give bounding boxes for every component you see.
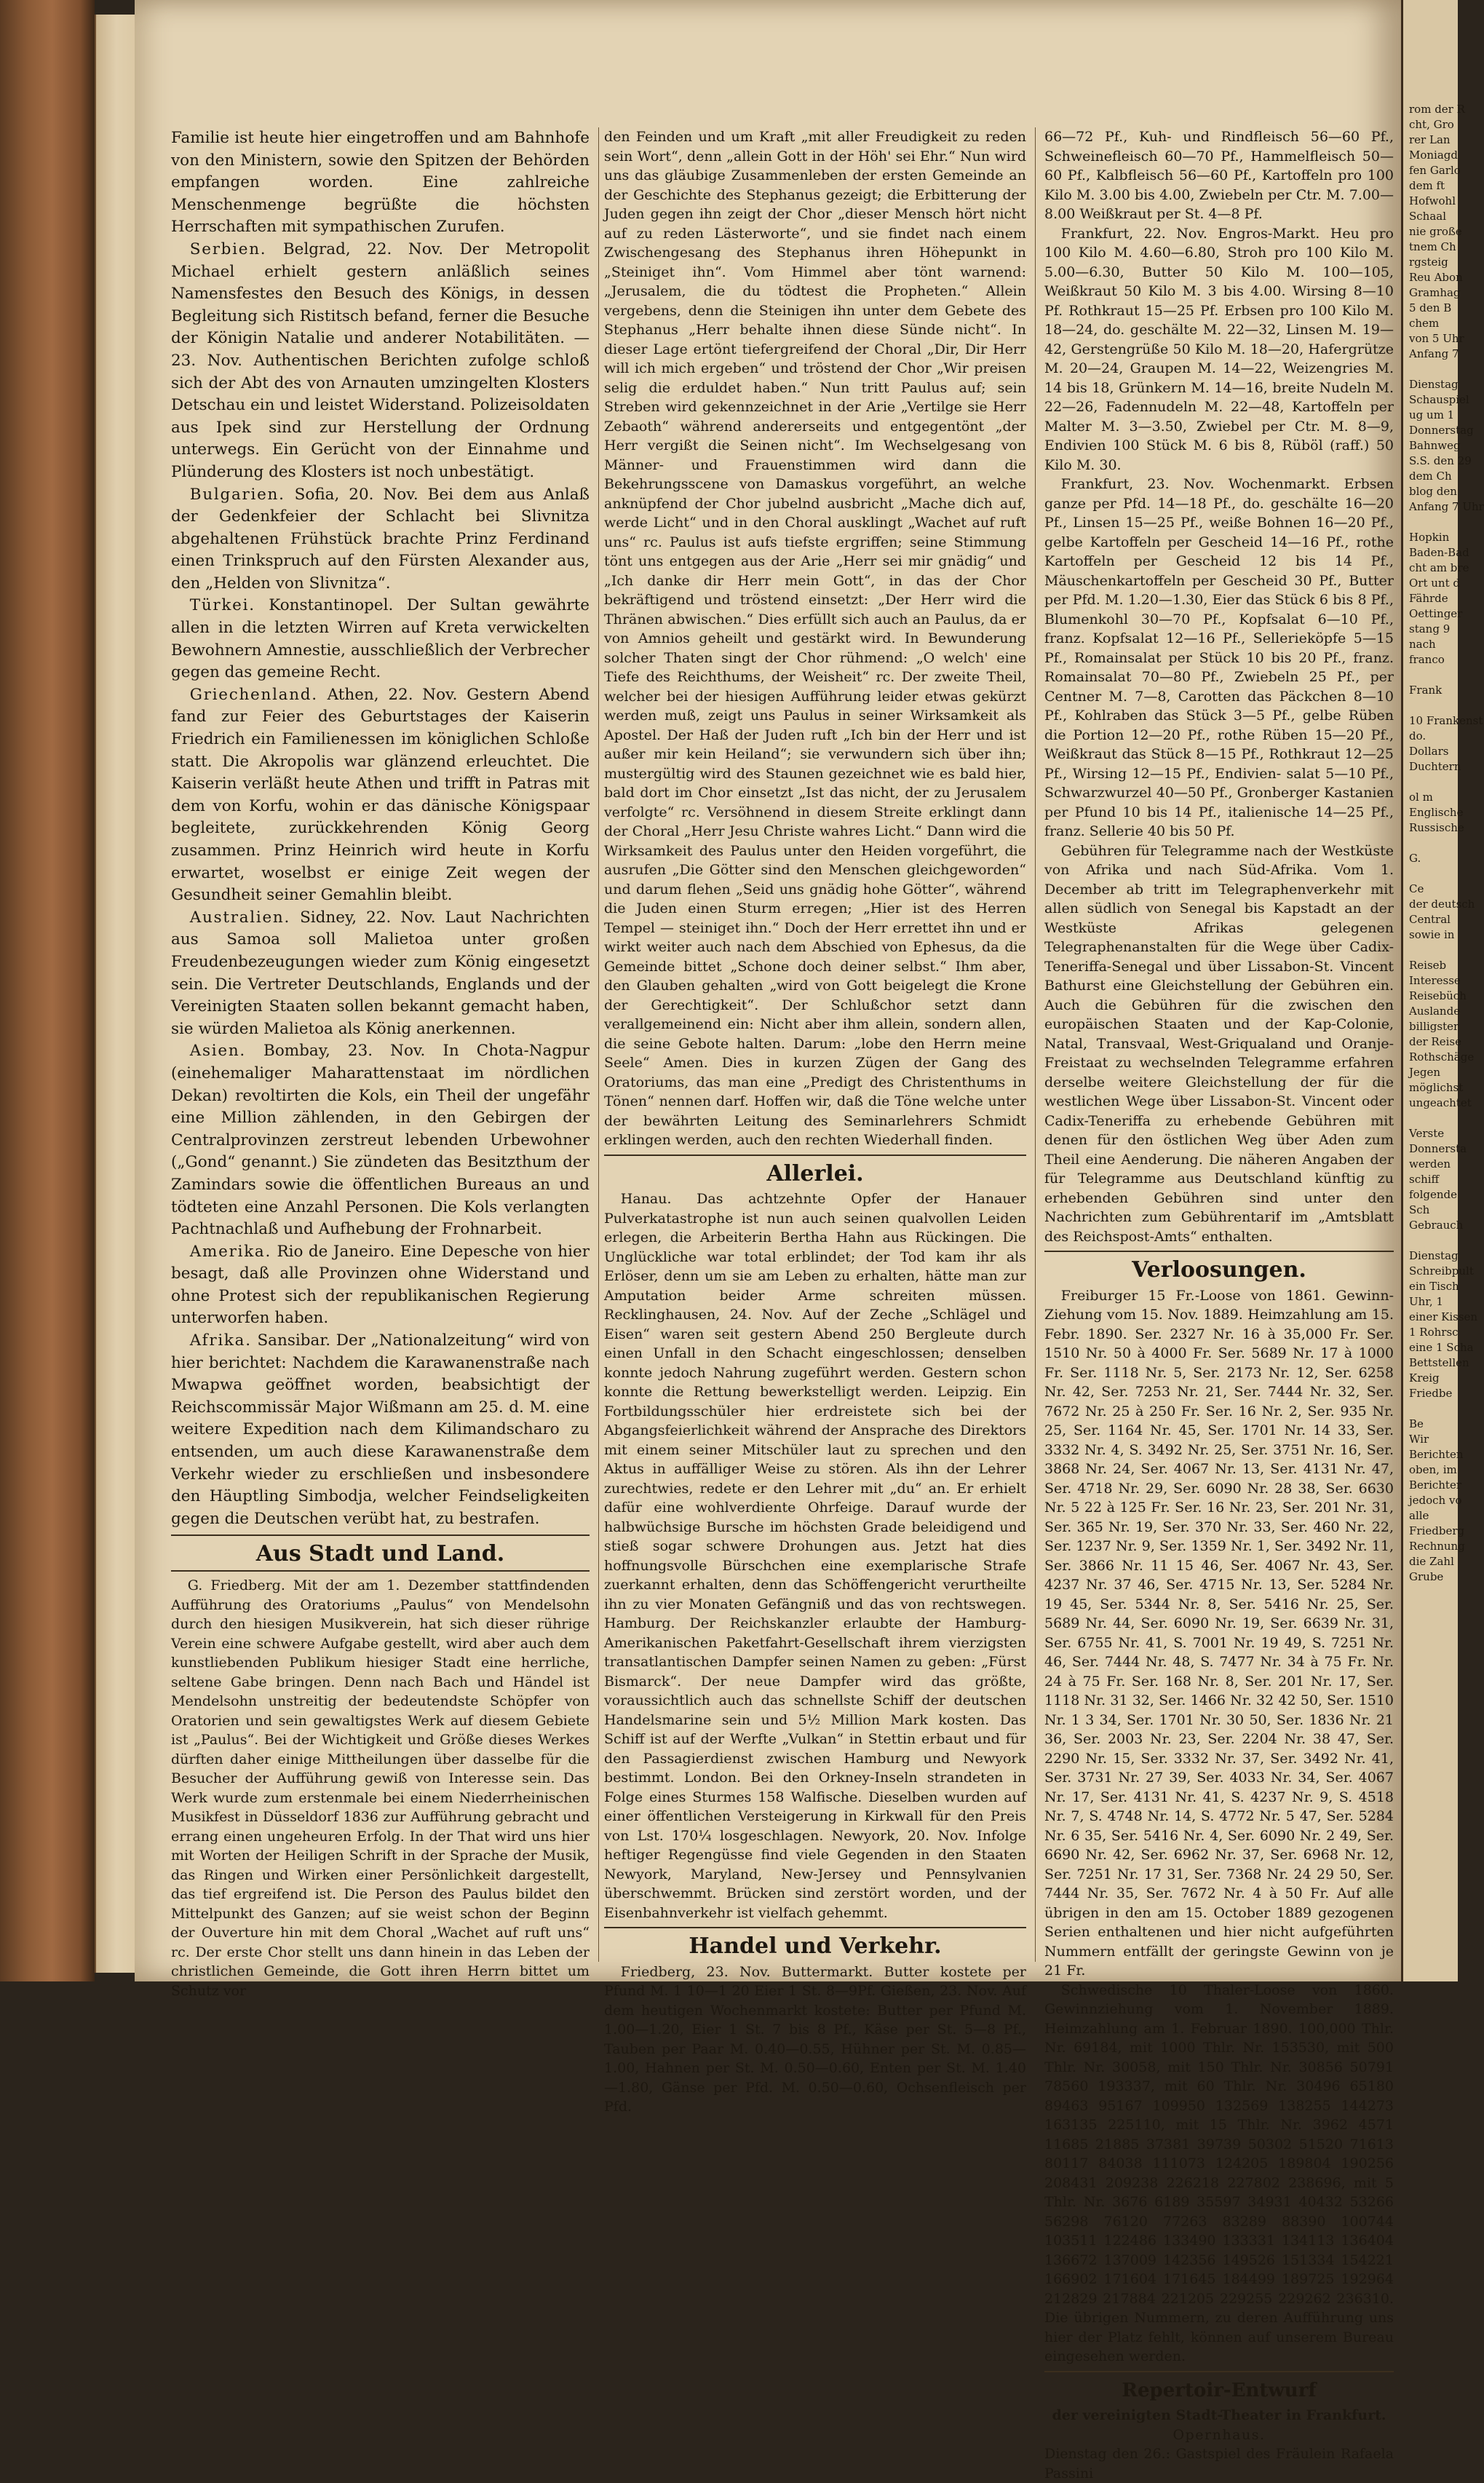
adjacent-page-line: Hopkin [1409,531,1450,544]
section-rule [171,1534,590,1536]
section-heading-handel: Handel und Verkehr. [689,1933,942,1960]
adjacent-page-line: rgsteig [1409,256,1448,269]
adjacent-page-line: sowie in [1409,928,1455,941]
adjacent-page-line: Anfang 7 [1409,347,1459,360]
section-heading-stadt: Aus Stadt und Land. [255,1541,505,1567]
adjacent-page-line: der deutsch [1409,898,1475,911]
adjacent-page-line: Anfang 7 Uhr [1409,500,1484,513]
text-afrika: Sansibar. Der „Nationalzeitung“ wird von hier berichtet: Nachdem die Karawanenstraße nach Mwapwa geöffnet worden, beabsichtigt der Reichscommissär Major Wißmann am 25. d. M. eine weitere Expedition nach dem Kilimandscharo zu entsenden, um auch diese Karawanenstraße dem Verkehr wieder zu erschließen und insbesondere den Häuptling Simbodja, welcher Feindseligkeiten gegen die Deutschen verübt hat, zu bestrafen. [171,1331,590,1528]
text-frankfurt-wochenmarkt: Frankfurt, 23. Nov. Wochenmarkt. Erbsen ganze per Pfd. 14—18 Pf., do. geschälte 16—20 Pf., Linsen 15—25 Pf., weiße Bohnen 16—20 Pf., gelbe Kartoffeln per Gescheid 14—16 Pf., rothe Kartoffeln per Gescheid 12 bis 14 Pf., Mäuschenkartoffeln per Gescheid 30 Pf., Butter per Pfd. M. 1.20—1.30, Eier das Stück 6 bis 8 Pf., Blumenkohl 30—70 Pf., Kopfsalat 6—10 Pf., franz. Kopfsalat 12—16 Pf., Sellerieköpfe 5—15 Pf., Romainsalat per Stück 10 bis 20 Pf., franz. Romainsalat 70—80 Pf., Zwiebeln 25 Pf., per Centner M. 7—8, Carotten das Päckchen 8—10 Pf., Kohlraben das Stück 3—5 Pf., gelbe Rüben die Portion 12—20 Pf., rothe Rüben 15—20 Pf., Weißkraut das Stück 8—15 Pf., Rothkraut 12—25 Pf., Wirsing 12—15 Pf., Endivien- salat 5—10 Pf., Schwarzwurzel 40—50 Pf., Gronberger Kastanien per Pfund 10 bis 14 Pf., italienische 14—25 Pf., franz. Sellerie 40 bis 50 Pf. [1044,476,1394,839]
column-rule [1035,127,1036,1962]
heading-amerika: Amerika. [189,1242,272,1261]
adjacent-page-line: Oettinger [1409,607,1463,620]
adjacent-page-line: Gramhag [1409,286,1461,299]
text-bulgarien: Sofia, 20. Nov. Bei dem aus Anlaß der Gedenkfeier der Schlacht bei Slivnitza abgehaltenen Frühstück brachte Prinz Ferdinand einen Trinkspruch auf den Fürsten Alexander aus, den „Helden von Slivnitza“. [171,485,590,593]
adjacent-page-line: alle [1409,1509,1429,1522]
news-item-australien [171,907,590,1041]
text-griechenland: Athen, 22. Nov. Gestern Abend fand zur Feier des Geburtstages der Kaiserin Friedrich ein Familienessen im königlichen Schloße statt. Die Akropolis war glänzend erleuchtet. Die Kaiserin verläßt heute Athen und trifft in Patras mit dem von Korfu, wohin er das dänische Königspaar begleitete, zurückkehrenden König Georg zusammen. Prinz Heinrich wird heute in Korfu erwartet, woselbst er einige Zeit wegen der Gesundheit seiner Gemahlin bleibt. [171,685,590,905]
adjacent-page-line: Schreibpult [1409,1264,1474,1278]
adjacent-page-line: der Reise [1409,1035,1461,1048]
adjacent-page-line [1406,866,1458,882]
adjacent-page-line: Berichten [1409,1448,1464,1461]
adjacent-page-line: dem Ch [1409,470,1452,483]
text-frankfurt-engros: Frankfurt, 22. Nov. Engros-Markt. Heu pro 100 Kilo M. 4.60—6.80, Stroh pro 100 Kilo M. 5.00—6.30, Butter 50 Kilo M. 100—105, Weißkraut 50 Kilo M. 3 bis 4.00. Wirsing 8—10 Pf. Rothkraut 15—25 Pf. Erbsen pro 100 Kilo M. 18—24, do. geschälte M. 22—32, Linsen M. 19—42, Gerstengrüße 50 Kilo M. 18—20, Hafergrütze M. 20—24, Graupen M. 14—22, Weizengries M. 14 bis 18, Grünkern M. 14—16, breite Nudeln M. 22—26, Fadennudeln M. 22—48, Kartoffeln per Malter M. 3—3.50, Zwiebel per Ctr. M. 8—9, Endivien 100 Stück M. 6 bis 8, Rüböl (raff.) 50 Kilo M. 30. [1044,225,1394,473]
adjacent-page-line: 5 den B [1409,301,1452,314]
text-tuerkei: Konstantinopel. Der Sultan gewährte allen in die letzten Wirren auf Kreta verwickelten Bewohnern Amnestie, ausschließlich der Verbrecher gegen das gemeine Recht. [171,596,590,682]
heading-tuerkei: Türkei. [189,596,255,615]
adjacent-page-line: Rechnung [1409,1540,1465,1553]
adjacent-page-fragment [1401,0,1484,1981]
adjacent-page-line: Sch [1409,1203,1430,1216]
adjacent-page-line: ein Tisch [1409,1280,1459,1293]
adjacent-page-line: franco [1409,653,1445,666]
news-item-tuerkei [171,595,590,684]
section-rule [1044,1251,1394,1252]
adjacent-page-line [1406,362,1458,377]
text-prices-cont: 66—72 Pf., Kuh- und Rindfleisch 56—60 Pf., Schweinefleisch 60—70 Pf., Hammelfleisch 50—60 Pf., Kalbfleisch 56—60 Pf., Kartoffeln pro 100 Kilo M. 3.00 bis 4.00, Zwiebeln per Ctr. M. 7.00—8.00 Weißkraut per St. 4—8 Pf. [1044,129,1394,222]
text-allerlei: Hanau. Das achtzehnte Opfer der Hanauer Pulverkatastrophe ist nun auch seinen qualvollen Leiden erlegen, die Arbeiterin Bertha Hahn aus Rückingen. Die Unglückliche war total erblindet; der Tod kam ihr als Erlöser, denn um sie am Leben zu erhalten, hätte man zur Amputation beider Arme schreiten müssen. Recklinghausen, 24. Nov. Auf der Zeche „Schlägel und Eisen“ waren seit gestern Abend 250 Bergleute durch einen Unfall in den Schacht eingeschlossen; denselben konnte jedoch Nahrung zugeführt werden. Gestern schon konnte die Rettung bewerkstelligt werden. Leipzig. Ein Fortbildungsschüler hier erdreistete sich bei der Abgangsfeierlichkeit während der Ansprache des Direktors mit einem seiner Mitschüler laut zu sprechen und den Aktus in auffälliger Weise zu stören. Als ihn der Lehrer zurechtwies, redete er den Lehrer mit „du“ an. Er erhielt dafür eine wohlverdiente Ohrfeige. Darauf wurde der halbwüchsige Bursche im höchsten Grade beleidigend und stieß sogar schwere Drohungen aus. Jetzt hat dies hoffnungsvolle Bürschchen eine exemplarische Strafe zuerkannt erhalten, denn das Schöffengericht verurtheilte ihn zu vier Monaten Gefängniß und das von rechtswegen. Hamburg. Der Reichskanzler erlaubte der Hamburg-Amerikanischen Paketfahrt-Gesellschaft ihrem vierzigsten transatlantischen Dampfer seinen Namen zu geben: „Fürst Bismarck“. Der neue Dampfer wird das größte, voraussichtlich auch das schnellste Schiff der deutschen Handelsmarine sein und 5½ Million Mark kosten. Das Schiff ist auf der Werfte „Vulkan“ in Stettin erbaut und für den Passagierdienst zwischen Hamburg und Newyork bestimmt. London. Bei den Orkney-Inseln strandeten in Folge eines Sturmes 158 Walfische. Dieselben wurden auf einer öffentlichen Versteigerung in Kirkwall für den Preis von Lst. 170¼ losgeschlagen. Newyork, 20. Nov. Infolge heftiger Regengüsse find viele Gegenden in den Staaten Newyork, Maryland, New-Jersey und Pennsylvanien überschwemmt. Brücken sind zerstört worden, und der Eisenbahnverkehr ist vielfach gehemmt. [604,1191,1026,1921]
adjacent-page-line: billigster [1409,1020,1459,1033]
adjacent-page-line: chem [1409,317,1440,330]
repertoir-line: Dienstag den 26.: Gastspiel des Fräulein Rafaela Passini [1044,2446,1394,2482]
adjacent-page-line: folgende [1409,1188,1457,1201]
adjacent-page-line: ungeachtet [1409,1096,1472,1109]
section-rule [604,1155,1026,1156]
adjacent-page-line: Hofwohl [1409,194,1456,207]
adjacent-page-line: möglichst [1409,1081,1464,1094]
heading-bulgarien: Bulgarien. [189,485,285,504]
adjacent-page-line: rom der R [1409,103,1465,116]
news-item-asien [171,1040,590,1240]
adjacent-page-line: Interesse [1409,974,1461,987]
news-item-bulgarien [171,484,590,595]
adjacent-page-line: Berichter [1409,1478,1462,1492]
adjacent-page-line: einer Kissen [1409,1310,1478,1323]
adjacent-page-line: dem ft [1409,179,1445,192]
adjacent-page-line: die Zahl [1409,1555,1454,1568]
heading-australien: Australien. [189,908,291,927]
adjacent-page-line: Duchtern [1409,760,1461,773]
adjacent-page-line: Donnersta [1409,1142,1467,1155]
text-australien: Sidney, 22. Nov. Laut Nachrichten aus Samoa soll Malietoa unter großen Freudenbezeugungen wieder zum König eingesetzt sein. Die Vertreter Deutschlands, Englands und der Vereinigten Staaten sollen bekannt gemacht haben, sie würden Malietoa als König anerkennen. [171,908,590,1038]
adjacent-page-line: Grube [1409,1570,1444,1583]
text-amerika: Rio de Janeiro. Eine Depesche von hier besagt, daß alle Provinzen ohne Widerstand und ohne Protest sich der republikanischen Regierung unterworfen haben. [171,1242,590,1328]
adjacent-page-line: Friedbe [1409,1387,1453,1400]
adjacent-page-line [1406,1401,1458,1417]
adjacent-page-line: Jegen [1409,1066,1441,1079]
adjacent-page-line: Kreig [1409,1371,1440,1385]
section-rule [1044,2371,1394,2372]
adjacent-page-line: oben, im [1409,1463,1457,1476]
adjacent-page-line: Schauspiel [1409,393,1469,406]
adjacent-page-line: schiff [1409,1173,1440,1186]
newspaper-page [135,0,1401,2482]
adjacent-page-line: Russische [1409,821,1464,834]
adjacent-page-line: Be [1409,1417,1424,1430]
adjacent-page-line: jedoch vo [1409,1494,1462,1507]
adjacent-page-line [1406,1233,1458,1248]
adjacent-page-line: eine 1 Scha [1409,1341,1474,1354]
adjacent-page-line: nie große [1409,225,1462,238]
adjacent-page-line: Englische [1409,806,1464,819]
adjacent-page-line: Reu Abon [1409,271,1463,284]
repertoir-subtitle: der vereinigten Stadt-Theater in Frankfurt. [1052,2407,1386,2424]
adjacent-page-line [1406,836,1458,851]
adjacent-page-line: Auslande [1409,1005,1461,1018]
heading-asien: Asien. [189,1042,246,1061]
adjacent-page-line: Central [1409,913,1451,926]
section-rule [171,1570,590,1572]
text-asien: Bombay, 23. Nov. In Chota-Nagpur (einehemaliger Maharattenstaat im nördlichen Dekan) revoltirten die Kols, ein Theil der ungefähr eine Million zählenden, in den Gebirgen der Centralprovinzen zerstreut lebenden Urbewohner („Gond“ genannt.) Sie zündeten das Besitzthum der Zamindars sowie die öffentlichen Bureaus an und tödteten eine Anzahl Personen. Die Kols verlangten Pachtnachlaß und Aufhebung der Frohnarbeit. [171,1042,590,1239]
adjacent-page-line: nach [1409,638,1436,651]
adjacent-page-line: Bahnweg [1409,439,1461,452]
adjacent-page-line: von 5 Uhr [1409,332,1464,345]
heading-griechenland: Griechenland. [189,685,318,704]
book-spine [0,0,95,1981]
column-1 [171,127,590,2000]
adjacent-page-line: Gebrauch [1409,1219,1464,1232]
adjacent-page-line: cht am bre [1409,561,1469,574]
news-item-amerika [171,1241,590,1330]
adjacent-page-line [1406,668,1458,683]
adjacent-page-line: Dienstag [1409,1249,1459,1262]
adjacent-page-line: werden [1409,1157,1451,1171]
adjacent-page-line: Rothschäge [1409,1050,1475,1064]
heading-serbien: Serbien. [189,239,267,258]
adjacent-page-line: 10 Frankenst [1409,714,1483,727]
adjacent-page-line: Frank [1409,684,1443,697]
text-paulus-cont: den Feinden und um Kraft „mit aller Freudigkeit zu reden sein Wort“, denn „allein Gott in der Höh' sei Ehr.“ Nun wird uns das gläubige Zusammenleben der ersten Gemeinde an der Geschichte des Stephanus gezeigt; die Erbitterung der Juden gegen ihn zeigt der Chor „dieser Mensch hört nicht auf zu reden Lästerworte“, und sie findet nach einem Zwischengesang des Stephanus ihren Höhepunkt in „Steiniget ihn“. Vom Himmel aber tönt warnend: „Jerusalem, die du tödtest die Propheten.“ Allein vergebens, denn die Steinigen ihn unter dem Gebete des Stephanus „Herr behalte ihnen diese Sünde nicht“. In dieser Lage ertönt tiefergreifend der Choral „Dir, Dir Herr will ich mich ergeben“ und tröstend der Chor „Wir preisen selig die erduldet haben.“ Nun tritt Paulus auf; sein Streben wird gekennzeichnet in der Arie „Vertilge sie Herr Zebaoth“ während andererseits und entgegentönt „der Herr vergißt die Seinen nicht“. Im Wechselgesang von Männer- und Frauenstimmen wird dann die Bekehrungsscene von Damaskus vorgeführt, an welche anknüpfend der Chor jubelnd ausbricht „Mache dich auf, werde Licht“ und in den Choral ausklingt „Wachet auf ruft uns“ rc. Paulus ist aufs tiefste ergriffen; seine Stimmung tönt uns entgegen aus der Arie „Herr sei mir gnädig“ und „Ich danke dir Herr mein Gott“, in das der Chor bekräftigend und tröstend einsetzt: „Der Herr wird die Thränen abwischen.“ Dies erfüllt sich auch an Paulus, da er von Amnios geheilt und gestärkt wird. In Bewunderung solcher Thaten singt der Chor rühmend: „O welch' eine Tiefe des Reichthums, der Weisheit“ rc. Der zweite Theil, welcher bei der hiesigen Aufführung leider etwas gekürzt werden muß, zeigt uns Paulus in seiner Wirksamkeit als Apostel. Der Haß der Juden ruft „Ich bin der Herr und ist außer mir kein Heiland“; sie verwundern sich über ihn; mustergültig wird des Staunen gezeichnet wie es bald hier, bald dort im Chor einsetzt „Ist das nicht, der zu Jerusalem verfolgte“ rc. Versöhnend in diesem Streite erklingt dann der Choral „Herr Jesu Christe wahres Licht.“ Dann wird die Wirksamkeit des Paulus unter den Heiden vorgeführt, die ausrufen „Die Götter sind den Menschen gleichgeworden“ und darum flehen „Seid uns gnädig hohe Götter“, während die Juden einen Sturm erregen; „Hier ist des Herren Tempel — steiniget ihn.“ Doch der Herr errettet ihn und er wirkt weiter auch nach dem Abschied von Ephesus, da die Gemeinde bittet „Schone doch deiner selbst.“ Ihm aber, den Glauben gehalten „wird von Gott beigelegt die Krone der Gerechtigkeit“. Der Schlußchor setzt dann verallgemeinend ein: Nicht aber ihm allein, sondern allen, die seine Gebote halten. Darum: „lobe den Herrn meine Seele“ Amen. Dies in kurzen Zügen der Gang des Oratoriums, das man eine „Predigt des Christenthums in Tönen“ nennen darf. Hoffen wir, daß die Töne welche unter der bewährten Leitung des Seminarlehrers Schmidt erklingen werden, auch den rechten Wiederhall finden. [604,129,1026,1148]
text-schwedische-loose: Schwedische 10 Thaler-Loose von 1860. Gewinnziehung vom 1. November 1889. Heimzahlung am 1. Februar 1890. 100,000 Thlr. Nr. 69184, mit 1000 Thlr. Nr. 153530, mit 500 Thlr. Nr. 30058, mit 150 Thlr. Nr. 30856 50791 78560 193337, mit 60 Thlr. Nr. 30496 65180 89463 95167 109950 132569 138255 144273 163135 225110, mit 15 Thlr. Nr. 3962 4571 11685 21885 37381 39739 50302 51520 71613 80117 84038 111073 124205 189804 190256 208431 209238 226218 227802 238696, mit 5 Thlr. Nr. 3676 6189 35597 34931 40432 53266 56298 76120 77263 83289 88390 100744 103511 122486 133490 133331 134113 136404 136672 137009 142356 149526 151334 154221 166902 171604 171645 184499 189725 192964 212829 217884 221205 229255 229262 236310. Die übrigen Nummern, zu deren Aufführung uns hier der Platz fehlt, können auf unserem Bureau eingesehen werden. [1044,1981,1394,2365]
adjacent-page-line: Uhr, 1 [1409,1295,1443,1308]
adjacent-page-line: blog den [1409,485,1457,498]
adjacent-page-line: S.S. den 29 [1409,454,1472,467]
column-2 [604,127,1026,2117]
adjacent-page-lines [1403,0,1484,1585]
adjacent-page-line: 1 Rohrsc [1409,1326,1459,1339]
adjacent-page-line: Ce [1409,882,1424,895]
adjacent-page-line: ol m [1409,791,1433,804]
adjacent-page-line: Schaal [1409,210,1447,223]
adjacent-page-line: Donnerstag [1409,424,1474,437]
adjacent-page-line: Dienstag [1409,378,1459,391]
adjacent-page-line: Reiseb [1409,959,1447,972]
adjacent-page-line: do. [1409,729,1427,742]
section-heading-verloosungen: Verloosungen. [1132,1257,1306,1283]
adjacent-page-line: Dollars [1409,745,1449,758]
adjacent-page-line: Verste [1409,1127,1445,1140]
adjacent-page-line: stang 9 [1409,622,1451,635]
column-3 [1044,127,1394,2483]
repertoir-house: Opernhaus. [1172,2426,1266,2443]
text-stadt: G. Friedberg. Mit der am 1. Dezember stattfindenden Aufführung des Oratoriums „Paulus“ von Mendelsohn durch den hiesigen Musikverein, hat sich dieser rührige Verein eine schwere Aufgabe gestellt, wird aber auch dem kunstliebenden Publikum hiesiger Stadt eine herrliche, seltene Gabe bringen. Denn nach Bach und Händel ist Mendelsohn unstreitig der bedeutendste Schöpfer von Oratorien und sein gewaltigstes Werk auf diesem Gebiete ist „Paulus“. Bei der Wichtigkeit und Größe dieses Werkes dürften daher einige Mittheilungen über dasselbe für die Besucher der Aufführung gewiß von Interesse sein. Das Werk wurde zum erstenmale bei einem Niederrheinischen Musikfest in Düsseldorf 1836 zur Aufführung gebracht und errang einen ungeheuren Erfolg. In der That wird uns hier mit Worten der Heiligen Schrift in der Sprache der Musik, das Ringen und Wirken einer Persönlichkeit dargestellt, das tief ergreifend ist. Die Person des Paulus bildet den Mittelpunkt des Ganzen; auf sie weist schon der Beginn der Ouverture hin mit dem Choral „Wachet auf ruft uns“ rc. Der erste Chor stellt uns dann hinein in das Leben der christlichen Gemeinde, die Gott ihren Herrn bittet um Schutz vor [171,1577,590,1999]
adjacent-page-line: cht, Gro [1409,118,1454,131]
intro-paragraph: Familie ist heute hier eingetroffen und am Bahnhofe von den Ministern, sowie den Spitzen der Behörden empfangen worden. Eine zahlreiche Menschenmenge begrüßte die höchsten Herrschaften mit sympathischen Zurufen. [171,129,590,237]
adjacent-page-line: Moniagd [1409,148,1458,162]
adjacent-page-line: Bettstellen [1409,1356,1469,1369]
section-heading-repertoir: Repertoir-Entwurf [1122,2379,1317,2401]
adjacent-page-line: rer Lan [1409,133,1451,146]
text-handel: Friedberg, 23. Nov. Buttermarkt. Butter kostete per Pfund M. 1 10—1 20 Eier 1 St. 8—9Pf. Gießen, 23. Nov. Auf dem heutigen Wochenmarkt kostete: Butter per Pfund M. 1.00—1.20, Eier 1 St. 7 bis 8 Pf., Käse per St. 5—8 Pf., Tauben per Paar M. 0.40—0.55, Hühner per St. M. 0.85—1.00, Hahnen per St. M. 0.50—0.60, Enten per St. M. 1.40—1.80, Gänse per Pfd. M. 0.50—0.60, Ochsenfleisch per Pfd. [604,1963,1026,2115]
adjacent-page-line: G. [1409,852,1421,865]
adjacent-page-line: ug um 1 [1409,408,1455,421]
news-item-afrika [171,1330,590,1530]
section-rule [604,1927,1026,1928]
column-rule [598,127,599,1962]
adjacent-page-line: fen Garlo [1409,164,1461,177]
adjacent-page-line: Fährde [1409,592,1448,605]
text-gebuehren: Gebühren für Telegramme nach der Westküste von Afrika und nach Süd-Afrika. Vom 1. December ab tritt im Telegraphenverkehr mit allen südlich von Senegal bis Kapstadt an der Westküste Afrikas gelegenen Telegraphenanstalten für die Wege über Cadix-Teneriffa-Senegal und über Lissabon-St. Vincent Bathurst eine Gleichstellung der Gebühren ein. Auch die Gebühren für die zwischen den europäischen Staaten und der Kap-Colonie, Natal, Transvaal, West-Griqualand und Oranje-Freistaat zu wechselnden Telegramme erfahren derselbe weitere Gleichstellung der für die westlichen Wege über Lissabon-St. Vincent oder Cadix-Teneriffa zu erhebende Gebühren mit denen für den östlichen Weg über Aden zum Theil eine Aenderung. Die näheren Angaben der für Telegramme aus Deutschland künftig zu erhebenden Gebühren sind unter den Nachrichten zum Gebührentarif im „Amtsblatt des Reichspost-Amts“ enthalten. [1044,842,1394,1245]
adjacent-page-line [1406,775,1458,790]
adjacent-page-line: tnem Ch [1409,240,1456,253]
adjacent-page-line [1406,943,1458,958]
text-serbien: Belgrad, 22. Nov. Der Metropolit Michael erhielt gestern anläßlich seines Namensfestes den Besuch des Königs, in dessen Begleitung sich Ristitsch befand, ferner die Besuche der Königin Natalie und anderer Notabilitäten. — 23. Nov. Authentischen Berichten zufolge schloß sich der Abt des von Arnauten umzingelten Klosters Detschau ein und leistet Widerstand. Polizeisoldaten aus Ipek sind zur Herstellung der Ordnung unterwegs. Ein Gerücht von der Einnahme und Plünderung des Klosters ist noch unbestätigt. [171,239,590,481]
adjacent-page-line [1406,515,1458,530]
adjacent-page-line: Ort unt d [1409,577,1460,590]
news-item-griechenland [171,684,590,907]
heading-afrika: Afrika. [189,1331,252,1350]
adjacent-page-line: Friedberg [1409,1524,1465,1537]
text-verloosungen: Freiburger 15 Fr.-Loose von 1861. Gewinn-Ziehung vom 15. Nov. 1889. Heimzahlung am 15. Febr. 1890. Ser. 2327 Nr. 16 à 35,000 Fr. Ser. 1510 Nr. 50 à 4000 Fr. Ser. 5689 Nr. 17 à 1000 Fr. Ser. 1118 Nr. 5, Ser. 2173 Nr. 12, Ser. 6258 Nr. 42, Ser. 7253 Nr. 21, Ser. 7444 Nr. 32, Ser. 7672 Nr. 25 à 250 Fr. Ser. 16 Nr. 2, Ser. 935 Nr. 25, Ser. 1164 Nr. 45, Ser. 1701 Nr. 14 33, Ser. 3332 Nr. 4, S. 3492 Nr. 25, Ser. 3751 Nr. 16, Ser. 3868 Nr. 24, Ser. 4067 Nr. 13, Ser. 4131 Nr. 47, Ser. 4718 Nr. 29, Ser. 6090 Nr. 28 38, Ser. 6630 Nr. 5 22 à 125 Fr. Ser. 16 Nr. 23, Ser. 201 Nr. 31, Ser. 365 Nr. 19, Ser. 370 Nr. 33, Ser. 460 Nr. 22, Ser. 1237 Nr. 9, Ser. 1359 Nr. 1, Ser. 3492 Nr. 11, Ser. 3866 Nr. 11 15 46, Ser. 4067 Nr. 43, Ser. 4237 Nr. 37 46, Ser. 4715 Nr. 13, Ser. 5284 Nr. 19 45, Ser. 5344 Nr. 8, Ser. 5416 Nr. 25, Ser. 5689 Nr. 44, Ser. 6090 Nr. 19, Ser. 6639 Nr. 31, Ser. 6755 Nr. 41, S. 7001 Nr. 19 49, S. 7251 Nr. 46, Ser. 7444 Nr. 48, S. 7477 Nr. 34 à 75 Fr. Nr. 24 à 75 Fr. Ser. 168 Nr. 8, Ser. 201 Nr. 17, Ser. 1118 Nr. 31 32, Ser. 1466 Nr. 32 42 50, Ser. 1510 Nr. 1 3 34, Ser. 1701 Nr. 30 50, Ser. 1836 Nr. 21 36, Ser. 2003 Nr. 23, Ser. 2204 Nr. 38 47, Ser. 2290 Nr. 15, Ser. 3332 Nr. 37, Ser. 3492 Nr. 41, Ser. 3731 Nr. 27 39, Ser. 4033 Nr. 34, Ser. 4067 Nr. 17, Ser. 4131 Nr. 41, S. 4237 Nr. 9, S. 4518 Nr. 7, S. 4748 Nr. 14, S. 4772 Nr. 5 47, Ser. 5284 Nr. 6 35, Ser. 5416 Nr. 4, Ser. 6090 Nr. 2 49, Ser. 6690 Nr. 42, Ser. 6962 Nr. 37, Ser. 6968 Nr. 12, Ser. 7251 Nr. 17 31, Ser. 7368 Nr. 24 29 50, Ser. 7444 Nr. 35, Ser. 7672 Nr. 4 à 50 Fr. Auf alle übrigen in den am 15. October 1889 gezogenen Serien enthaltenen und hier nicht aufgeführten Nummern entfällt der geringste Gewinn von je 21 Fr. [1044,1287,1394,1979]
adjacent-page-line: Wir [1409,1433,1429,1446]
adjacent-page-line: Reisebüch [1409,989,1467,1002]
news-item-serbien [171,239,590,484]
adjacent-page-line: Baden-Bad [1409,546,1469,559]
adjacent-page-line [1406,698,1458,713]
section-heading-allerlei: Allerlei. [766,1160,864,1187]
adjacent-page-line [1406,1111,1458,1126]
